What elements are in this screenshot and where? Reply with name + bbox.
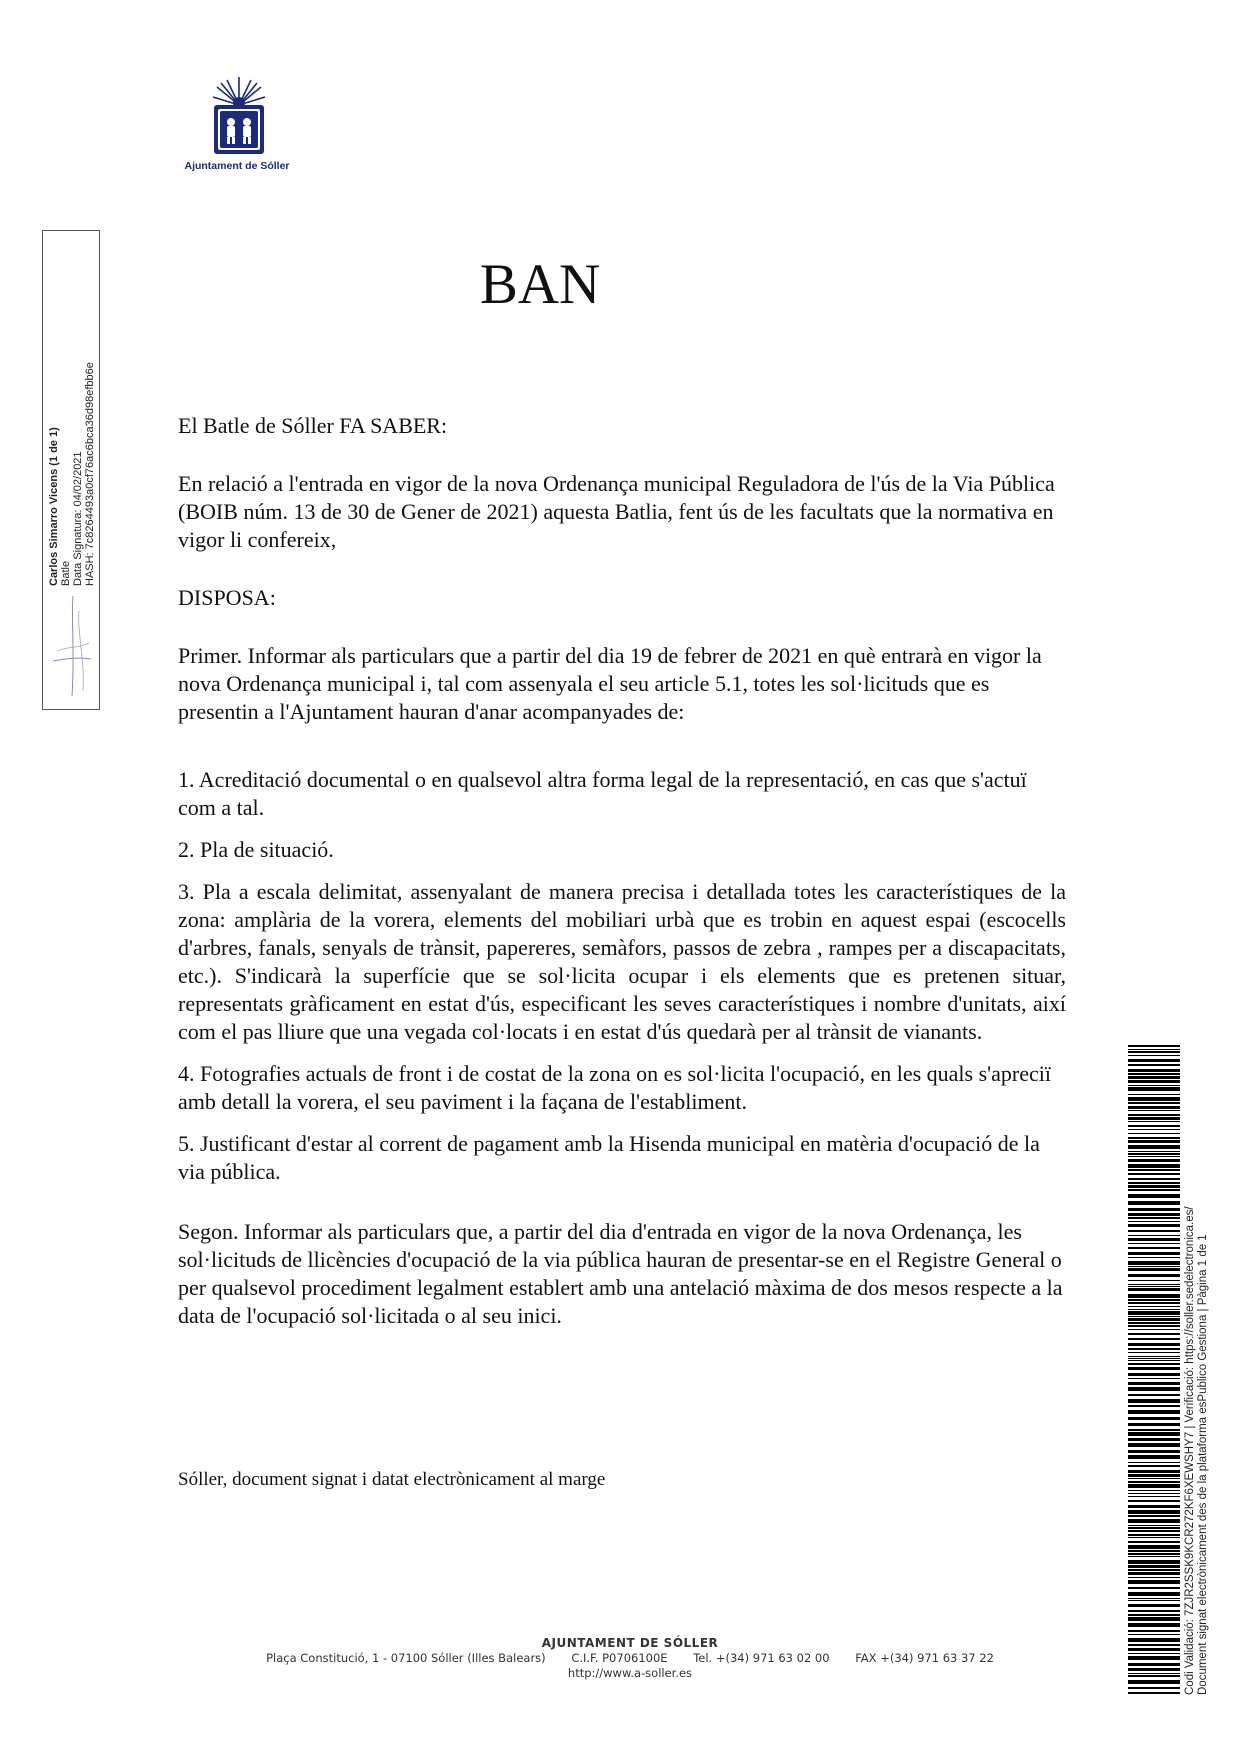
coat-of-arms-icon: [211, 75, 267, 157]
platform-note: Document signat electrònicament des de la plataforma esPublico Gestiona | Pàgina 1 de 1: [1197, 1234, 1209, 1695]
signer-name: Carlos Simarro Vicens (1 de 1): [48, 427, 60, 586]
org-name: Ajuntament de Sóller: [184, 160, 290, 172]
relation-paragraph: En relació a l'entrada en vigor de la nova Ordenança municipal Reguladora de l'ús de la Via Pública (BOIB núm. 13 de 30 de Gener de 2021) aquesta Batlia, fent ús de les facultats que la normativa en vigor li confereix,: [178, 471, 1055, 552]
signature-box: [42, 230, 100, 710]
signer-role: Batle: [60, 560, 72, 586]
verification-info: [1184, 1055, 1210, 1695]
signature-date: Data Signatura: 04/02/2021: [72, 451, 84, 586]
document-body: [178, 412, 1066, 1330]
footer-address: Plaça Constitució, 1 - 07100 Sóller (Illes Balears): [266, 1651, 546, 1665]
validation-code: Codi Validació: 7ZJR2SSK9KCR272KF6XEWSHY7 | Verificació: https://soller.sedelectronica.es/: [1184, 1206, 1196, 1695]
footer-website-link[interactable]: http://www.a-soller.es: [567, 1666, 693, 1680]
footer-phone: Tel. +(34) 971 63 02 00: [693, 1651, 830, 1665]
list-item: 4. Fotografies actuals de front i de costat de la zona on es sol·licita l'ocupació, en les quals s'apreciï amb detall la vorera, el seu paviment i la façana de l'establiment.: [178, 1061, 1051, 1114]
closing-line: Sóller, document signat i datat electrònicament al marge: [178, 1469, 606, 1490]
footer-fax: FAX +(34) 971 63 37 22: [855, 1651, 994, 1665]
list-item: 2. Pla de situació.: [178, 837, 334, 862]
footer-contact-line: [230, 1651, 1030, 1666]
signature-details: [48, 236, 96, 586]
signature-hash: HASH: 7c8264493a0cf76ac6bca36d98efbb6e: [84, 362, 96, 586]
list-item: 5. Justificant d'estar al corrent de pagament amb la Hisenda municipal en matèria d'ocupació de la via pública.: [178, 1131, 1040, 1184]
handwritten-signature: [49, 591, 95, 701]
ajuntament-logo: [178, 75, 296, 175]
barcode-icon: [1128, 1045, 1180, 1695]
page-footer: [230, 1635, 1030, 1680]
footer-org-name: AJUNTAMENT DE SÓLLER: [541, 1636, 719, 1650]
requirements-list: [178, 766, 1066, 1186]
second-paragraph: Segon. Informar als particulars que, a partir del dia d'entrada en vigor de la nova Ordenança, les sol·licituds de llicències d'ocupació de la via pública hauran de presentar-se en el Registre General o per qualsevol procediment legalment establert amb una antelació màxima de dos mesos respecte a la data de l'ocupació sol·licitada o al seu inici.: [178, 1219, 1063, 1328]
first-paragraph: Primer. Informar als particulars que a partir del dia 19 de febrer de 2021 en què entrarà en vigor la nova Ordenança municipal i, tal com assenyala el seu article 5.1, totes les sol·licituds que es presentin a l'Ajuntament hauran d'anar acompanyades de:: [178, 643, 1042, 724]
list-item: 1. Acreditació documental o en qualsevol altra forma legal de la representació, en cas que s'actuï com a tal.: [178, 767, 1027, 820]
intro-paragraph: El Batle de Sóller FA SABER:: [178, 413, 448, 438]
footer-cif: C.I.F. P0706100E: [571, 1651, 668, 1665]
page-title: BAN: [479, 253, 601, 316]
list-item: 3. Pla a escala delimitat, assenyalant de manera precisa i detallada totes les característiques de la zona: amplària de la vorera, elements del mobiliari urbà que es trobin en aquest espai (escocells d'arbres, fanals, senyals de trànsit, papereres, semàfors, passos de zebra , rampes per a discapacitats, etc.). S'indicarà la superfície que se sol·licita ocupar i els elements que es pretenen situar, representats gràficament en estat d'ús, especificant les seves característiques i nombre d'unitats, així com el pas lliure que una vegada col·locats i en estat d'ús quedarà per al trànsit de vianants.: [178, 879, 1066, 1044]
disposa-heading: DISPOSA:: [178, 585, 276, 610]
